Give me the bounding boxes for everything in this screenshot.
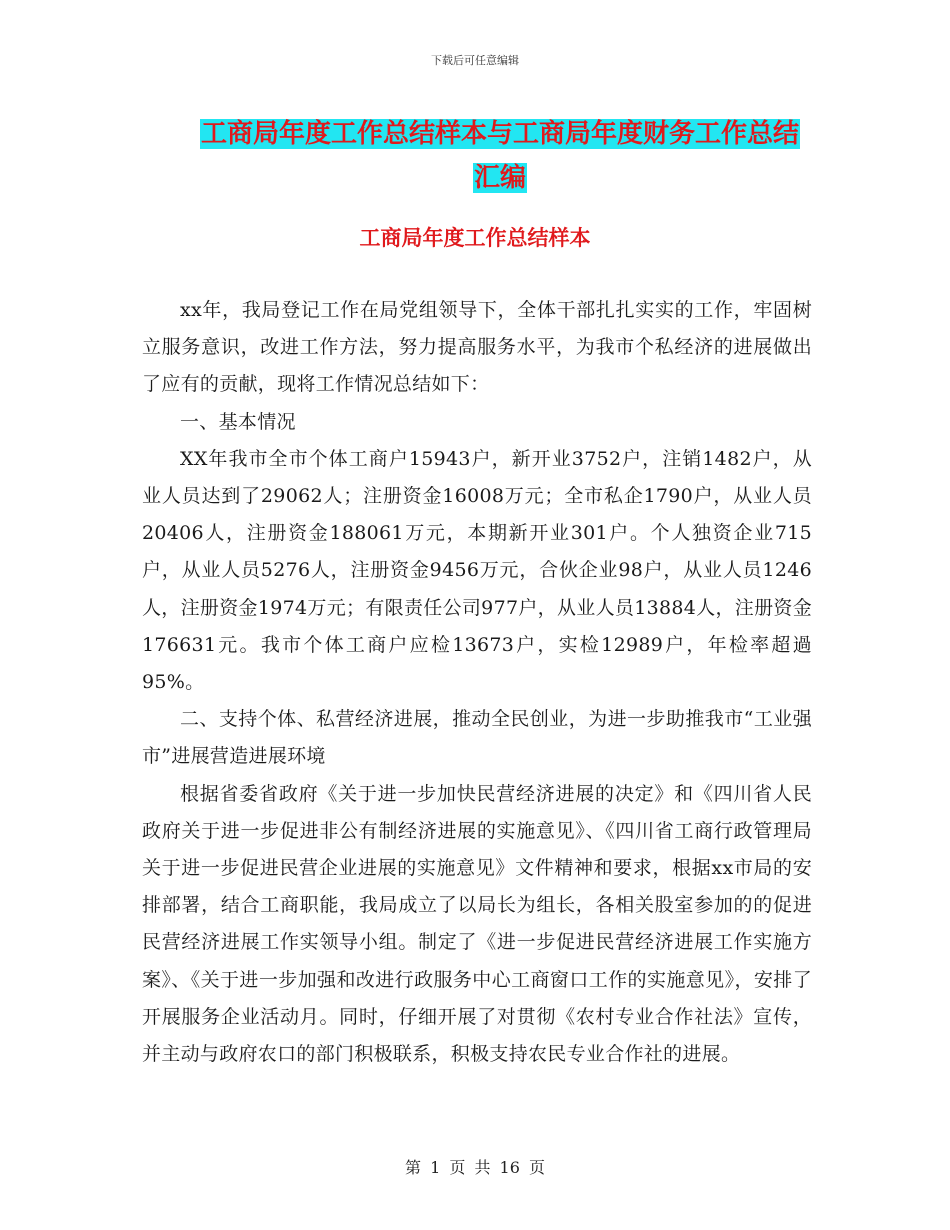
statistics-paragraph: XX年我市全市个体工商户15943户，新开业3752户，注销1482户，从业人员达到了29062人；注册资金16008万元；全市私企1790户，从业人员20406人，注册资金188061万元，本期新开业301户。个人独资企业715户，从业人员5276人，注册资金9456万元，合伙企业98户，从业人员1246人，注册资金1974万元；有限责任公司977户，从业人员13884人，注册资金176631元。我市个体工商户应检13673户，实检12989户，年检率超過95%。: [142, 447, 812, 694]
document-body: [142, 292, 812, 1073]
page-footer: 第 1 页 共 16 页: [405, 1158, 545, 1177]
document-title-line-1: 工商局年度工作总结样本与工商局年度财务工作总结: [200, 119, 799, 149]
header-note: 下载后可任意编辑: [431, 54, 519, 67]
section-heading-basic-situation: 一、基本情况: [180, 410, 296, 433]
section-title: 工商局年度工作总结样本: [359, 225, 591, 250]
intro-paragraph: xx年，我局登记工作在局党组领导下，全体干部扎扎实实的工作，牢固树立服务意识，改进工作方法，努力提高服务水平，为我市个私经济的进展做出了应有的贡献，现将工作情况总结如下：: [142, 299, 812, 396]
document-title: [150, 112, 850, 200]
policy-paragraph: 根据省委省政府《关于进一步加快民营经济进展的决定》和《四川省人民政府关于进一步促进非公有制经济进展的实施意见》、《四川省工商行政管理局关于进一步促进民营企业进展的实施意见》文件精神和要求，根据xx市局的安排部署，结合工商职能，我局成立了以局长为组长，各相关股室参加的的促进民营经济进展工作实领导小组。制定了《进一步促进民营经济进展工作实施方案》、《关于进一步加强和改进行政服务中心工商窗口工作的实施意见》，安排了开展服务企业活动月。同时，仔细开展了对贯彻《农村专业合作社法》宣传，并主动与政府农口的部门积极联系，积极支持农民专业合作社的进展。: [142, 782, 812, 1066]
section-heading-support: 二、支持个体、私营经济进展，推动全民创业，为进一步助推我市“工业强市”进展营造进展环境: [142, 708, 812, 768]
document-title-line-2: 汇编: [473, 163, 526, 193]
